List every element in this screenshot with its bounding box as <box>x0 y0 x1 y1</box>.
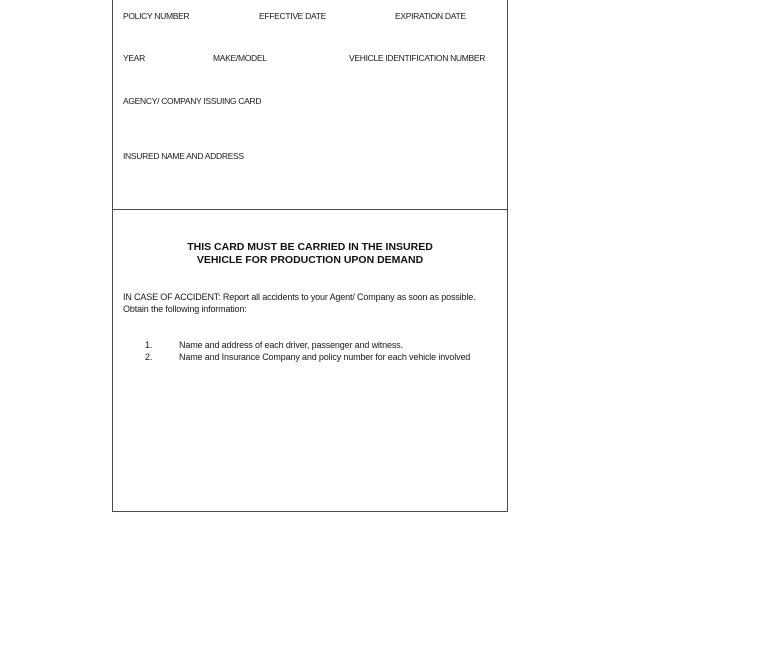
expiration-date-label: EXPIRATION DATE <box>395 11 466 21</box>
notice-line-2: VEHICLE FOR PRODUCTION UPON DEMAND <box>196 254 424 266</box>
agency-label: AGENCY/ COMPANY ISSUING CARD <box>123 96 262 106</box>
insurance-card <box>112 0 508 512</box>
policy-number-label: POLICY NUMBER <box>123 11 190 21</box>
effective-date-label: EFFECTIVE DATE <box>259 11 326 21</box>
make-model-label: MAKE/MODEL <box>213 53 267 63</box>
list-item-text: Name and address of each driver, passenger and witness. <box>179 340 403 350</box>
notice-line-1: THIS CARD MUST BE CARRIED IN THE INSURED <box>187 241 433 253</box>
list-item-number: 1. <box>145 340 153 350</box>
year-label: YEAR <box>123 53 145 63</box>
list-item-number: 2. <box>145 352 153 362</box>
section-divider <box>113 209 507 210</box>
accident-instructions: IN CASE OF ACCIDENT: Report all accidents to your Agent/ Company as soon as possible. Obtain the following information: <box>123 292 476 314</box>
insured-name-label: INSURED NAME AND ADDRESS <box>123 151 244 161</box>
vin-label: VEHICLE IDENTIFICATION NUMBER <box>349 53 486 63</box>
list-item-text: Name and Insurance Company and policy number for each vehicle involved <box>179 352 471 362</box>
